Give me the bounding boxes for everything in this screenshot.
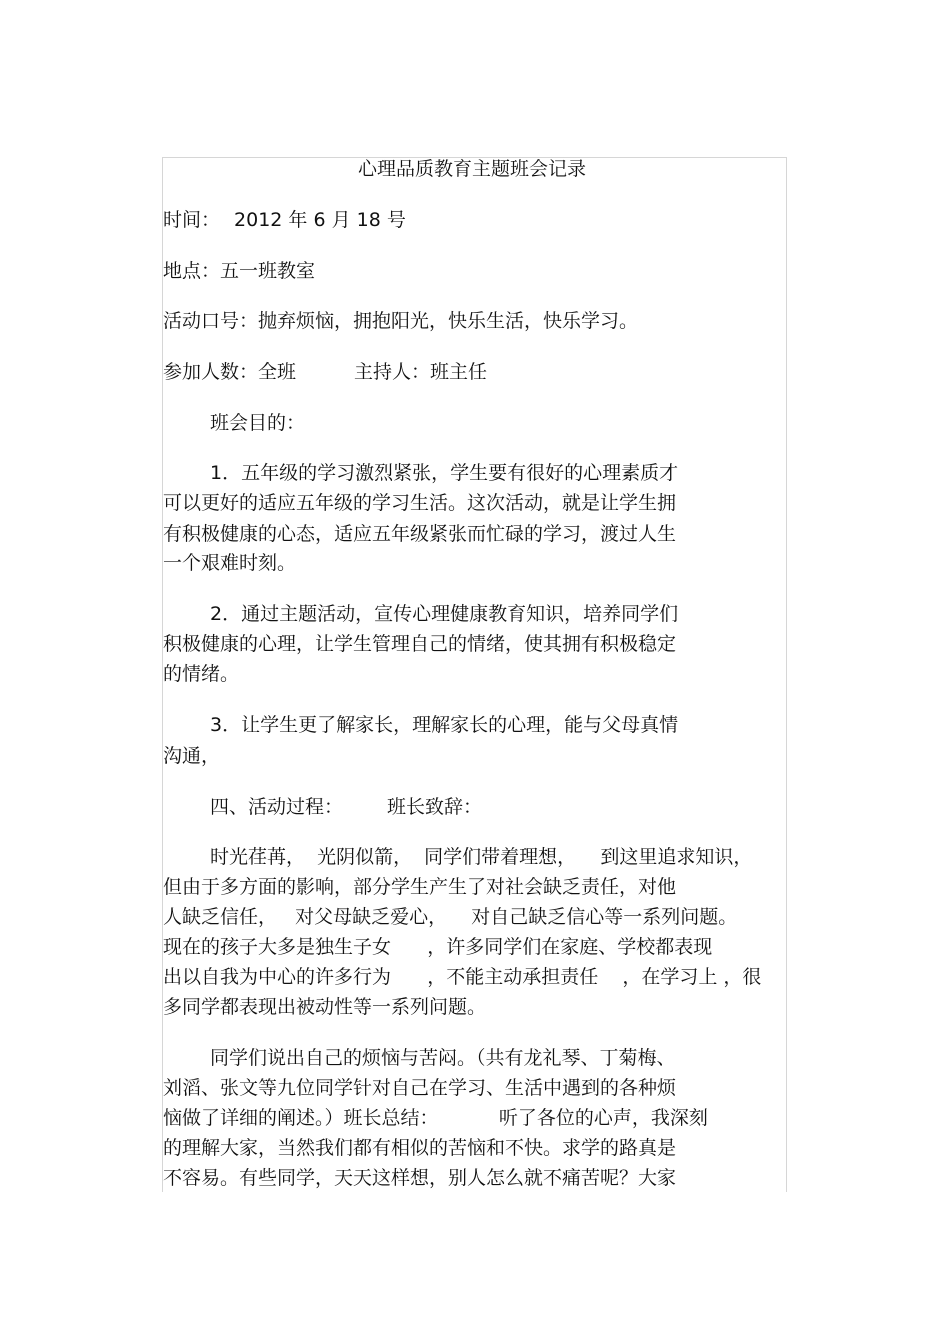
speech-line: 时光荏苒， 光阴似箭， 同学们带着理想， 到这里追求知识， (210, 846, 753, 868)
trouble-line: 恼做了详细的阐述。）班长总结： 听了各位的心声，我深刻 (163, 1107, 708, 1129)
place-label: 地点： (163, 260, 221, 282)
purpose-item-1-line: 1．五年级的学习激烈紧张，学生要有很好的心理素质才 (210, 462, 679, 484)
speech-line: 现在的孩子大多是独生子女 ，许多同学们在家庭、学校都表现 (163, 936, 713, 958)
page-title: 心理品质教育主题班会记录 (358, 158, 587, 180)
purpose-item-1-line: 有积极健康的心态，适应五年级紧张而忙碌的学习，渡过人生 (163, 523, 677, 545)
place-row (163, 256, 315, 286)
purpose-item-2-line: 的情绪。 (163, 663, 240, 685)
speech-line: 但由于多方面的影响，部分学生产生了对社会缺乏责任，对他 (163, 876, 677, 898)
trouble-line: 同学们说出自己的烦恼与苦闷。（共有龙礼琴、丁菊梅、 (210, 1047, 676, 1069)
time-row (163, 205, 406, 235)
purpose-item-3-line: 沟通， (163, 745, 221, 767)
slogan-label: 活动口号： (163, 310, 259, 332)
participants-row (163, 357, 487, 387)
slogan-row (163, 306, 638, 336)
time-label: 时间： (163, 209, 221, 231)
purpose-item-3-line: 3．让学生更了解家长，理解家长的心理，能与父母真情 (210, 714, 679, 736)
slogan-value: 抛弃烦恼，拥抱阳光，快乐生活，快乐学习。 (258, 310, 639, 332)
trouble-line: 的理解大家，当然我们都有相似的苦恼和不快。求学的路真是 (163, 1137, 677, 1159)
place-value: 五一班教室 (220, 260, 316, 282)
purpose-item-1-line: 一个艰难时刻。 (163, 552, 297, 574)
speech-line: 出以自我为中心的许多行为 ，不能主动承担责任 ，在学习上 ，很 (163, 966, 762, 988)
process-heading-row (210, 792, 482, 822)
purpose-item-2-line: 2．通过主题活动，宣传心理健康教育知识，培养同学们 (210, 603, 679, 625)
trouble-line: 刘滔、张文等九位同学针对自己在学习、生活中遇到的各种烦 (163, 1077, 677, 1099)
speech-line: 多同学都表现出被动性等一系列问题。 (163, 996, 487, 1018)
speech-line: 人缺乏信任， 对父母缺乏爱心， 对自己缺乏信心等一系列问题。 (163, 906, 738, 928)
purpose-item-1-line: 可以更好的适应五年级的学习生活。这次活动，就是让学生拥 (163, 492, 677, 514)
purpose-heading: 班会目的： (210, 412, 306, 434)
participants-label: 参加人数： (163, 361, 259, 383)
participants-value: 全班 (258, 361, 297, 383)
trouble-line: 不容易。有些同学，天天这样想，别人怎么就不痛苦呢？大家 (163, 1167, 677, 1189)
purpose-item-2-line: 积极健康的心理，让学生管理自己的情绪，使其拥有积极稳定 (163, 633, 677, 655)
host-label: 主持人： (354, 361, 431, 383)
host-value: 班主任 (430, 361, 488, 383)
time-value: 2012 年 6 月 18 号 (234, 209, 406, 231)
process-heading: 四、活动过程： (210, 796, 344, 818)
process-subheading: 班长致辞： (387, 796, 483, 818)
